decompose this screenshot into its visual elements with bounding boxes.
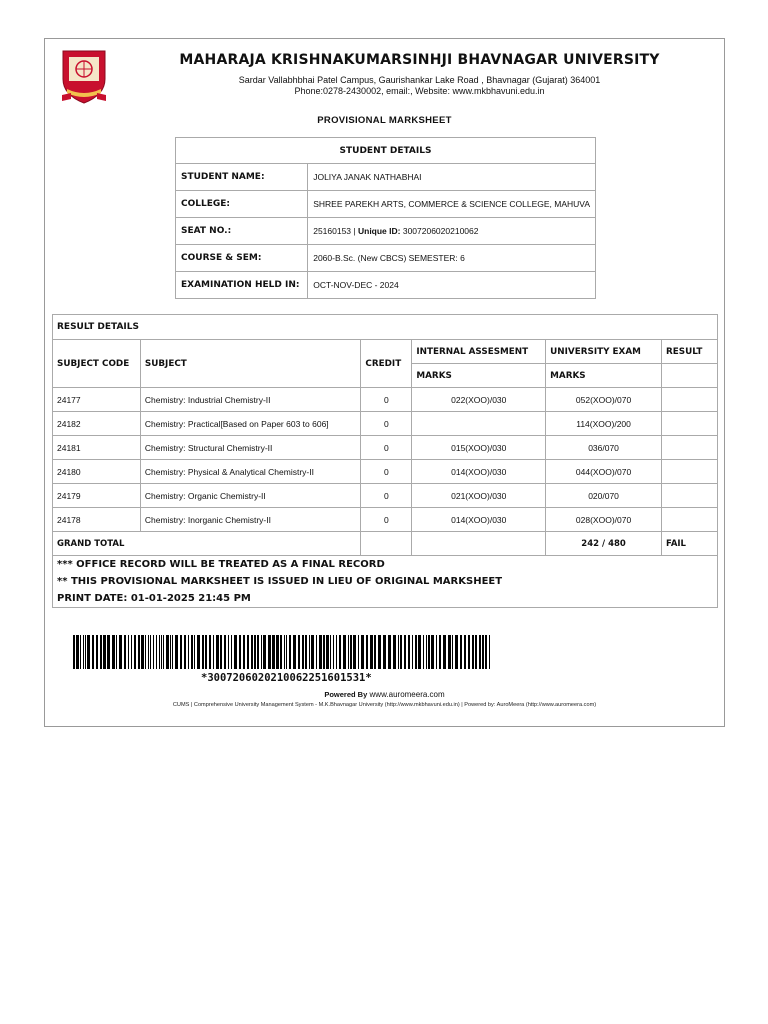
barcode-bar	[366, 635, 368, 669]
barcode-bar	[191, 635, 193, 669]
unique-id-value: 3007206020210062	[400, 226, 479, 236]
barcode-bar	[247, 635, 249, 669]
barcode-bar	[134, 635, 136, 669]
barcode-bar	[323, 635, 325, 669]
university-name: MAHARAJA KRISHNAKUMARSINHJI BHAVNAGAR UNIVERSITY	[179, 52, 660, 68]
college-label: COLLEGE:	[176, 191, 308, 218]
barcode-bar	[343, 635, 346, 669]
contact-line: Phone:0278-2430002, email:, Website: www.mkbhavuni.edu.in	[294, 86, 545, 96]
barcode-bar	[170, 635, 171, 669]
barcode-bar	[370, 635, 373, 669]
subject-cell: Chemistry: Organic Chemistry-II	[140, 484, 361, 508]
grand-result-value: FAIL	[661, 532, 717, 556]
internal-marks-cell	[412, 412, 546, 436]
subject-code-cell: 24178	[53, 508, 141, 532]
grand-total-value: 242 / 480	[546, 532, 662, 556]
internal-marks-cell: 014(XOO)/030	[412, 460, 546, 484]
barcode-bar	[194, 635, 195, 669]
barcode-bar	[163, 635, 164, 669]
subject-header: SUBJECT	[140, 340, 361, 388]
credit-cell: 0	[361, 508, 412, 532]
barcode-bar	[103, 635, 106, 669]
university-marks-cell: 020/070	[546, 484, 662, 508]
university-crest-icon	[61, 49, 107, 105]
barcode-bar	[339, 635, 341, 669]
print-date: PRINT DATE: 01-01-2025 21:45 PM	[57, 593, 251, 604]
barcode-bar	[316, 635, 317, 669]
result-details-table	[52, 314, 718, 608]
barcode-bar	[358, 635, 359, 669]
credit-cell: 0	[361, 388, 412, 412]
internal-marks-header: MARKS	[412, 364, 546, 388]
barcode-bar	[119, 635, 122, 669]
credit-cell: 0	[361, 484, 412, 508]
exam-label: EXAMINATION HELD IN:	[176, 272, 308, 299]
marksheet	[44, 38, 725, 727]
subject-code-header: SUBJECT CODE	[53, 340, 141, 388]
unique-id-label: Unique ID:	[357, 226, 401, 236]
barcode-bar	[415, 635, 417, 669]
barcode-bar	[408, 635, 410, 669]
barcode-bar	[83, 635, 84, 669]
header	[45, 39, 724, 107]
barcode-bar	[112, 635, 115, 669]
table-row	[53, 460, 718, 484]
barcode-text: *3007206020210062251601531*	[201, 672, 372, 684]
barcode-bar	[464, 635, 466, 669]
barcode-bar	[309, 635, 310, 669]
table-row	[176, 245, 596, 272]
barcode-bar	[87, 635, 90, 669]
barcode-bar	[460, 635, 462, 669]
barcode-bar	[131, 635, 132, 669]
barcode-bar	[298, 635, 300, 669]
barcode-bar	[305, 635, 307, 669]
result-cell	[661, 508, 717, 532]
powered-by-link[interactable]: www.auromeera.com	[369, 690, 445, 699]
credit-cell: 0	[361, 460, 412, 484]
barcode-bar	[284, 635, 285, 669]
barcode-bar	[228, 635, 229, 669]
barcode-bar	[216, 635, 219, 669]
barcode-bar	[489, 635, 490, 669]
seat-no-label: SEAT NO.:	[176, 218, 308, 245]
seat-no-value	[308, 218, 596, 245]
barcode-bar	[180, 635, 182, 669]
subject-code-cell: 24181	[53, 436, 141, 460]
barcode-bar	[361, 635, 364, 669]
note-office-record: *** OFFICE RECORD WILL BE TREATED AS A FINAL RECORD	[57, 559, 385, 570]
barcode-bar	[350, 635, 352, 669]
barcode-bar	[378, 635, 381, 669]
barcode-bar	[76, 635, 79, 669]
barcode-bar	[412, 635, 413, 669]
barcode-bar	[353, 635, 356, 669]
barcode-bar	[289, 635, 291, 669]
barcode-bar	[452, 635, 453, 669]
barcode-bar	[268, 635, 271, 669]
barcode-bar	[116, 635, 117, 669]
table-row	[176, 272, 596, 299]
university-address	[115, 75, 724, 97]
internal-assesment-header: INTERNAL ASSESMENT	[412, 340, 546, 364]
barcode-bar	[73, 635, 75, 669]
powered-by-label: Powered By	[324, 690, 368, 699]
barcode-bar	[138, 635, 140, 669]
result-header: RESULT	[661, 340, 717, 364]
document-title: PROVISIONAL MARKSHEET	[317, 115, 452, 126]
university-marks-cell: 114(XOO)/200	[546, 412, 662, 436]
barcode-bar	[475, 635, 477, 669]
barcode-bar	[92, 635, 94, 669]
barcode-bar	[100, 635, 102, 669]
result-cell	[661, 484, 717, 508]
barcode-bar	[431, 635, 434, 669]
barcode-bar	[239, 635, 241, 669]
barcode-bar	[128, 635, 129, 669]
subject-code-cell: 24177	[53, 388, 141, 412]
result-subheader-empty	[661, 364, 717, 388]
credit-header: CREDIT	[361, 340, 412, 388]
table-row	[53, 484, 718, 508]
barcode-bar	[423, 635, 424, 669]
barcode-bar	[426, 635, 427, 669]
table-row	[53, 436, 718, 460]
subject-cell: Chemistry: Industrial Chemistry-II	[140, 388, 361, 412]
subject-cell: Chemistry: Structural Chemistry-II	[140, 436, 361, 460]
result-cell	[661, 388, 717, 412]
barcode-bar	[286, 635, 287, 669]
subject-cell: Chemistry: Inorganic Chemistry-II	[140, 508, 361, 532]
barcode-bar	[276, 635, 279, 669]
university-exam-header: UNIVERSITY EXAM	[546, 340, 662, 364]
barcode-bar	[85, 635, 86, 669]
result-cell	[661, 412, 717, 436]
university-marks-cell: 028(XOO)/070	[546, 508, 662, 532]
barcode-bar	[220, 635, 222, 669]
exam-value: OCT-NOV-DEC - 2024	[308, 272, 596, 299]
barcode-bar	[156, 635, 157, 669]
student-details-table	[175, 137, 596, 299]
barcode-bar	[348, 635, 349, 669]
university-marks-cell: 036/070	[546, 436, 662, 460]
barcode-bar	[145, 635, 146, 669]
internal-marks-cell: 022(XOO)/030	[412, 388, 546, 412]
grand-total-credit	[361, 532, 412, 556]
barcode-bar	[202, 635, 204, 669]
barcode-bar	[209, 635, 211, 669]
university-marks-cell: 044(XOO)/070	[546, 460, 662, 484]
course-value: 2060-B.Sc. (New CBCS) SEMESTER: 6	[308, 245, 596, 272]
barcode-bar	[124, 635, 126, 669]
credit-cell: 0	[361, 436, 412, 460]
barcode-bar	[280, 635, 282, 669]
university-marks-header: MARKS	[546, 364, 662, 388]
barcode-bar	[400, 635, 402, 669]
barcode-bar	[141, 635, 144, 669]
seat-separator: |	[351, 226, 358, 236]
barcode-bar	[197, 635, 200, 669]
barcode-bar	[261, 635, 262, 669]
barcode-bar	[418, 635, 421, 669]
barcode-bar	[272, 635, 275, 669]
result-cell	[661, 436, 717, 460]
barcode-bar	[448, 635, 451, 669]
barcode-bar	[257, 635, 259, 669]
barcode-bar	[428, 635, 430, 669]
barcode-bar	[205, 635, 207, 669]
barcode-bar	[148, 635, 149, 669]
barcode-bar	[188, 635, 189, 669]
internal-marks-cell: 015(XOO)/030	[412, 436, 546, 460]
address-line: Sardar Vallabhbhai Patel Campus, Gaurishankar Lake Road , Bhavnagar (Gujarat) 364001	[238, 75, 601, 85]
barcode-bar	[231, 635, 232, 669]
note-provisional: ** THIS PROVISIONAL MARKSHEET IS ISSUED IN LIEU OF ORIGINAL MARKSHEET	[57, 576, 503, 587]
table-row	[53, 388, 718, 412]
seat-number: 25160153	[313, 226, 352, 236]
barcode-bar	[439, 635, 441, 669]
subject-cell: Chemistry: Practical[Based on Paper 603 to 606]	[140, 412, 361, 436]
grand-total-row	[53, 532, 718, 556]
barcode-bar	[175, 635, 178, 669]
student-details-heading: STUDENT DETAILS	[176, 138, 596, 164]
barcode-bar	[150, 635, 151, 669]
barcode-bar	[468, 635, 470, 669]
barcode-bar	[302, 635, 304, 669]
course-label: COURSE & SEM:	[176, 245, 308, 272]
barcode-bar	[213, 635, 214, 669]
barcode-bar	[80, 635, 81, 669]
barcode-bar	[293, 635, 296, 669]
table-row	[176, 164, 596, 191]
barcode-bar	[172, 635, 173, 669]
grand-total-label: GRAND TOTAL	[53, 532, 361, 556]
result-details-heading: RESULT DETAILS	[53, 315, 718, 340]
barcode-bar	[184, 635, 186, 669]
barcode-bar	[243, 635, 245, 669]
grand-total-internal	[412, 532, 546, 556]
credit-cell: 0	[361, 412, 412, 436]
barcode-area	[73, 635, 493, 684]
subject-code-cell: 24180	[53, 460, 141, 484]
barcode-bar	[96, 635, 98, 669]
barcode-bar	[234, 635, 237, 669]
table-row	[53, 412, 718, 436]
barcode-bar	[374, 635, 376, 669]
barcode-bar	[254, 635, 256, 669]
barcode-bar	[333, 635, 334, 669]
barcode-bar	[263, 635, 266, 669]
barcode-bar	[166, 635, 169, 669]
barcode-bar	[159, 635, 160, 669]
table-row	[176, 191, 596, 218]
barcode-bar	[224, 635, 226, 669]
barcode-bar	[472, 635, 474, 669]
barcode-bar	[161, 635, 162, 669]
barcode-bar	[479, 635, 481, 669]
barcode-bar	[383, 635, 386, 669]
barcode-bar	[455, 635, 458, 669]
internal-marks-cell: 021(XOO)/030	[412, 484, 546, 508]
barcode-bar	[153, 635, 154, 669]
notes-block	[53, 556, 718, 608]
subject-code-cell: 24179	[53, 484, 141, 508]
barcode-bar	[436, 635, 437, 669]
barcode-bar	[398, 635, 399, 669]
student-name-label: STUDENT NAME:	[176, 164, 308, 191]
student-name-value: JOLIYA JANAK NATHABHAI	[308, 164, 596, 191]
table-row	[53, 508, 718, 532]
table-row	[176, 218, 596, 245]
barcode-bar	[319, 635, 322, 669]
barcode-bar	[485, 635, 487, 669]
college-value: SHREE PAREKH ARTS, COMMERCE & SCIENCE COLLEGE, MAHUVA	[308, 191, 596, 218]
barcode-bar	[404, 635, 406, 669]
barcode-bar	[251, 635, 253, 669]
internal-marks-cell: 014(XOO)/030	[412, 508, 546, 532]
barcode-bar	[388, 635, 391, 669]
subject-cell: Chemistry: Physical & Analytical Chemistry-II	[140, 460, 361, 484]
university-marks-cell: 052(XOO)/070	[546, 388, 662, 412]
barcode-bar	[330, 635, 331, 669]
powered-by	[45, 690, 724, 699]
barcode-bar	[393, 635, 396, 669]
subject-code-cell: 24182	[53, 412, 141, 436]
barcode-bar	[311, 635, 314, 669]
barcode-bar	[443, 635, 446, 669]
barcode-image	[73, 635, 493, 669]
result-cell	[661, 460, 717, 484]
barcode-bar	[482, 635, 484, 669]
barcode-bar	[107, 635, 110, 669]
barcode-bar	[336, 635, 337, 669]
barcode-bar	[326, 635, 329, 669]
footer-text: CUMS | Comprehensive University Management System - M.K.Bhavnagar University (http://www.mkbhavuni.edu.in) | Powered by: AuroMeera (http://www.auromeera.com)	[172, 702, 597, 708]
